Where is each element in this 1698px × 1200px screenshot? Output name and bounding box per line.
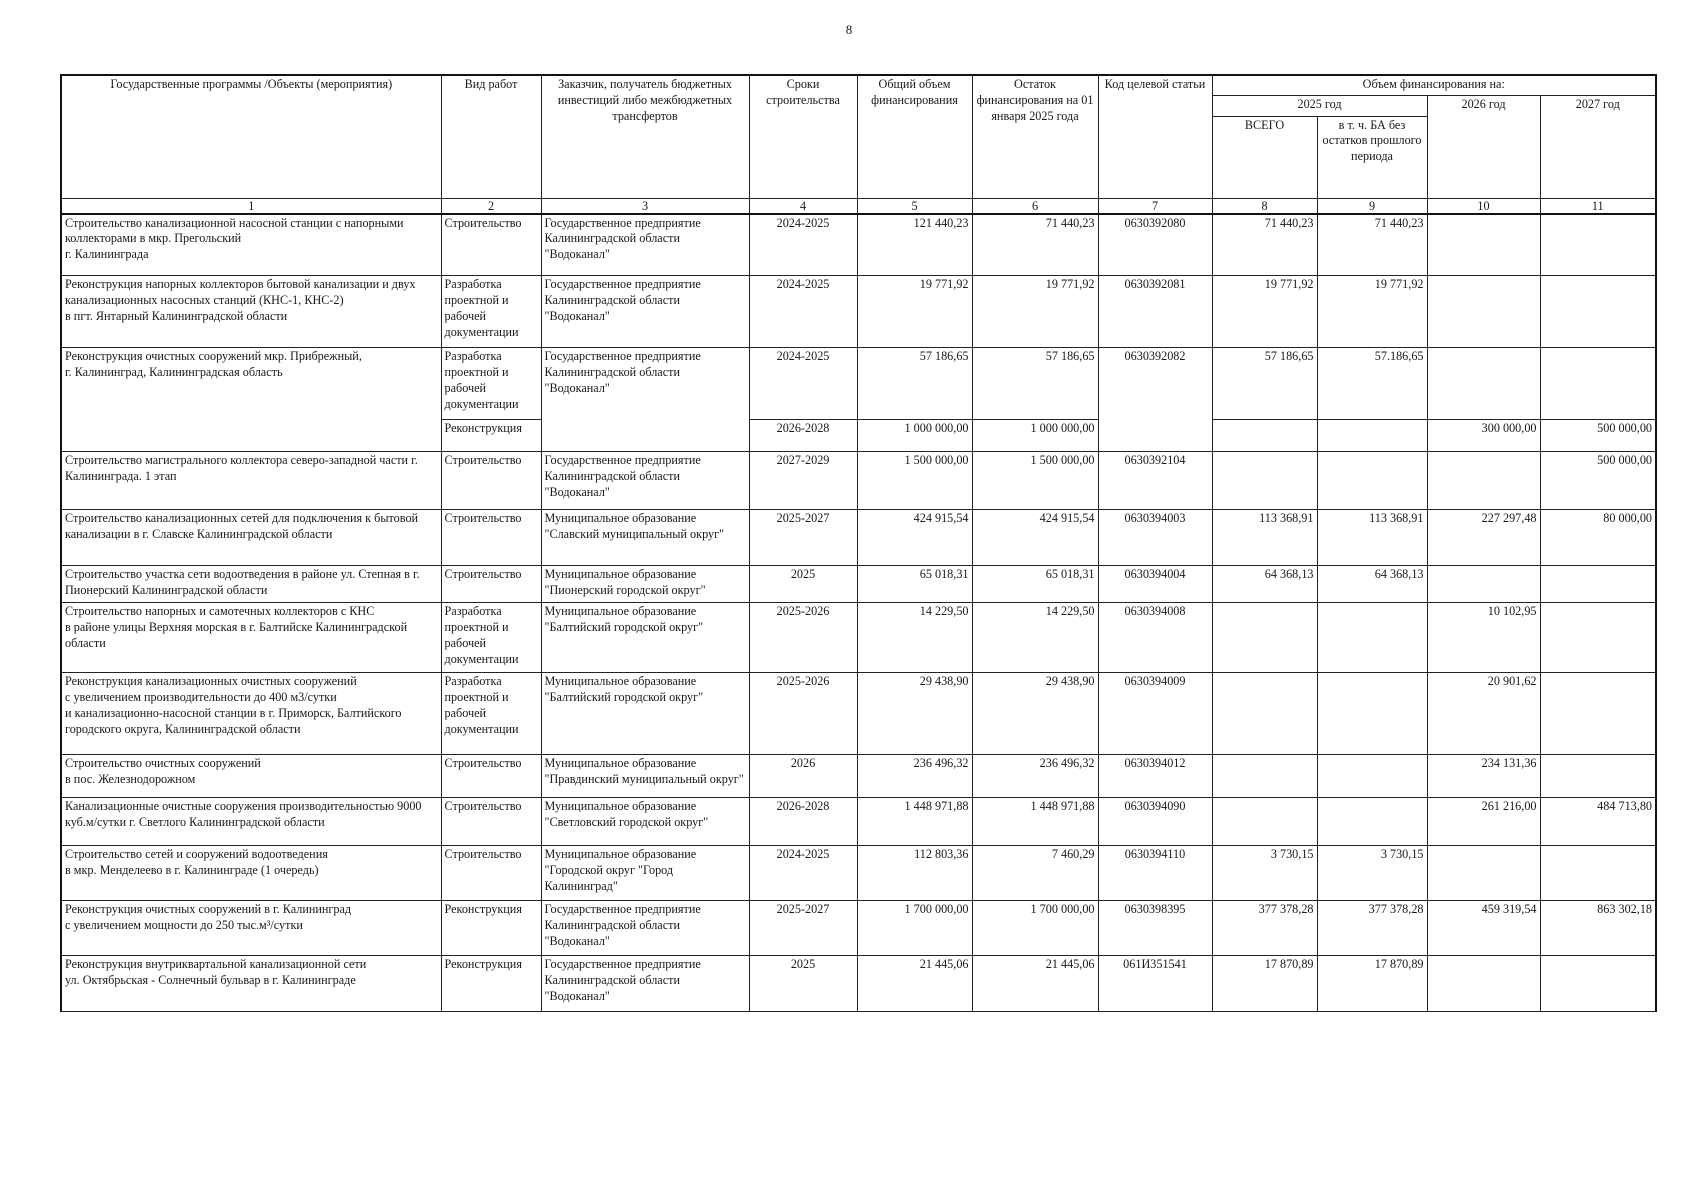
- table-row: [61, 901, 1656, 956]
- target-code: 0630394090: [1098, 798, 1212, 846]
- customer: Государственное предприятие Калининградской области "Водоканал": [541, 348, 749, 452]
- total-funding: 57 186,65: [857, 348, 972, 420]
- funding-2025-ba: [1317, 798, 1427, 846]
- total-funding: 236 496,32: [857, 755, 972, 798]
- col-number: 5: [857, 198, 972, 214]
- funding-2026: 20 901,62: [1427, 673, 1540, 755]
- funding-2025-total: 19 771,92: [1212, 276, 1317, 348]
- funding-2026: [1427, 566, 1540, 603]
- funding-2025-ba: [1317, 603, 1427, 673]
- total-funding: 1 448 971,88: [857, 798, 972, 846]
- work-type: Строительство: [441, 755, 541, 798]
- target-code: 0630392104: [1098, 452, 1212, 510]
- funding-2025-ba: 377 378,28: [1317, 901, 1427, 956]
- funding-2025-ba: [1317, 452, 1427, 510]
- target-code: 0630392081: [1098, 276, 1212, 348]
- funding-2027: 500 000,00: [1540, 452, 1656, 510]
- table-row: [61, 510, 1656, 566]
- col-number: 7: [1098, 198, 1212, 214]
- page-number: 8: [845, 22, 853, 37]
- funding-2025-total: 71 440,23: [1212, 214, 1317, 276]
- funding-2026: [1427, 214, 1540, 276]
- work-type: Строительство: [441, 452, 541, 510]
- funding-2026: 234 131,36: [1427, 755, 1540, 798]
- customer: Государственное предприятие Калининградской области "Водоканал": [541, 276, 749, 348]
- object-name: Реконструкция внутриквартальной канализационной сети ул. Октябрьская - Солнечный бульвар в г. Калининграде: [61, 956, 441, 1012]
- header-2025-ba: в т. ч. БА без остатков прошлого периода: [1317, 116, 1427, 198]
- customer: Муниципальное образование "Городской округ "Город Калининград": [541, 846, 749, 901]
- target-code: 061И351541: [1098, 956, 1212, 1012]
- total-funding: 1 500 000,00: [857, 452, 972, 510]
- total-funding: 112 803,36: [857, 846, 972, 901]
- table-row: [61, 348, 1656, 420]
- work-type: Строительство: [441, 214, 541, 276]
- funding-2025-total: 3 730,15: [1212, 846, 1317, 901]
- funding-2025-ba: [1317, 420, 1427, 452]
- funding-2026: 261 216,00: [1427, 798, 1540, 846]
- work-type: Разработка проектной и рабочей документации: [441, 603, 541, 673]
- object-name: Строительство очистных сооружений в пос. Железнодорожном: [61, 755, 441, 798]
- col-number: 4: [749, 198, 857, 214]
- object-name: Реконструкция канализационных очистных сооружений с увеличением производительности до 400 м3/сутки и канализационно-насосной станции в г. Приморск, Балтийского городского округа, Калининградской области: [61, 673, 441, 755]
- customer: Муниципальное образование "Светловский городской округ": [541, 798, 749, 846]
- period: 2026-2028: [749, 420, 857, 452]
- customer: Государственное предприятие Калининградской области "Водоканал": [541, 956, 749, 1012]
- funding-2027: [1540, 276, 1656, 348]
- total-funding: 65 018,31: [857, 566, 972, 603]
- total-funding: 29 438,90: [857, 673, 972, 755]
- funding-2025-total: [1212, 755, 1317, 798]
- funding-2026: [1427, 452, 1540, 510]
- remainder: 65 018,31: [972, 566, 1098, 603]
- remainder: 14 229,50: [972, 603, 1098, 673]
- object-name: Строительство сетей и сооружений водоотведения в мкр. Менделеево в г. Калининграде (1 очередь): [61, 846, 441, 901]
- remainder: 71 440,23: [972, 214, 1098, 276]
- object-name: Строительство напорных и самотечных коллекторов с КНС в районе улицы Верхняя морская в г. Балтийске Калининградской области: [61, 603, 441, 673]
- work-type: Строительство: [441, 798, 541, 846]
- funding-2025-total: 64 368,13: [1212, 566, 1317, 603]
- table-row: [61, 846, 1656, 901]
- object-name: Канализационные очистные сооружения производительностью 9000 куб.м/сутки г. Светлого Калининградской области: [61, 798, 441, 846]
- total-funding: 1 700 000,00: [857, 901, 972, 956]
- remainder: 236 496,32: [972, 755, 1098, 798]
- period: 2027-2029: [749, 452, 857, 510]
- funding-2025-total: 17 870,89: [1212, 956, 1317, 1012]
- funding-2026: 227 297,48: [1427, 510, 1540, 566]
- total-funding: 21 445,06: [857, 956, 972, 1012]
- target-code: 0630394003: [1098, 510, 1212, 566]
- object-name: Реконструкция напорных коллекторов бытовой канализации и двух канализационных насосных станций (КНС-1, КНС-2) в пгт. Янтарный Калининградской области: [61, 276, 441, 348]
- header-work-type: Вид работ: [441, 75, 541, 198]
- object-name: Строительство канализационной насосной станции с напорными коллекторами в мкр. Прегольский г. Калининграда: [61, 214, 441, 276]
- remainder: 21 445,06: [972, 956, 1098, 1012]
- funding-2025-total: [1212, 673, 1317, 755]
- period: 2026: [749, 755, 857, 798]
- funding-2027: [1540, 566, 1656, 603]
- table-row: [61, 798, 1656, 846]
- table-row: [61, 452, 1656, 510]
- funding-2025-total: [1212, 420, 1317, 452]
- total-funding: 121 440,23: [857, 214, 972, 276]
- funding-2026: 459 319,54: [1427, 901, 1540, 956]
- funding-2025-ba: 17 870,89: [1317, 956, 1427, 1012]
- funding-2025-ba: 3 730,15: [1317, 846, 1427, 901]
- target-code: 0630392080: [1098, 214, 1212, 276]
- total-funding: 19 771,92: [857, 276, 972, 348]
- work-type: Реконструкция: [441, 420, 541, 452]
- funding-2027: 863 302,18: [1540, 901, 1656, 956]
- funding-2026: [1427, 846, 1540, 901]
- customer: Муниципальное образование "Балтийский городской округ": [541, 673, 749, 755]
- header-remainder: Остаток финансирования на 01 января 2025 года: [972, 75, 1098, 198]
- financing-table: [60, 74, 1657, 1012]
- col-number: 3: [541, 198, 749, 214]
- funding-2025-total: 113 368,91: [1212, 510, 1317, 566]
- funding-2027: [1540, 755, 1656, 798]
- object-name: Реконструкция очистных сооружений в г. Калининград с увеличением мощности до 250 тыс.м³/сутки: [61, 901, 441, 956]
- table-row: [61, 755, 1656, 798]
- funding-2025-ba: 64 368,13: [1317, 566, 1427, 603]
- remainder: 29 438,90: [972, 673, 1098, 755]
- funding-2025-ba: 57.186,65: [1317, 348, 1427, 420]
- funding-2027: [1540, 603, 1656, 673]
- table-row: [61, 566, 1656, 603]
- funding-2027: 80 000,00: [1540, 510, 1656, 566]
- funding-2026: 10 102,95: [1427, 603, 1540, 673]
- customer: Муниципальное образование "Балтийский городской округ": [541, 603, 749, 673]
- funding-2027: [1540, 846, 1656, 901]
- target-code: 0630394012: [1098, 755, 1212, 798]
- work-type: Реконструкция: [441, 956, 541, 1012]
- target-code: 0630398395: [1098, 901, 1212, 956]
- work-type: Строительство: [441, 846, 541, 901]
- object-name: Строительство магистрального коллектора северо-западной части г. Калининграда. 1 этап: [61, 452, 441, 510]
- period: 2025-2026: [749, 673, 857, 755]
- funding-2025-total: 377 378,28: [1212, 901, 1317, 956]
- work-type: Разработка проектной и рабочей документации: [441, 276, 541, 348]
- work-type: Разработка проектной и рабочей документации: [441, 673, 541, 755]
- funding-2025-total: [1212, 603, 1317, 673]
- total-funding: 14 229,50: [857, 603, 972, 673]
- header-funding-group: Объем финансирования на:: [1212, 75, 1656, 95]
- funding-2025-ba: 113 368,91: [1317, 510, 1427, 566]
- funding-2027: 500 000,00: [1540, 420, 1656, 452]
- funding-2026: [1427, 956, 1540, 1012]
- col-number: 11: [1540, 198, 1656, 214]
- table-row: [61, 673, 1656, 755]
- funding-2026: 300 000,00: [1427, 420, 1540, 452]
- funding-2025-ba: 19 771,92: [1317, 276, 1427, 348]
- total-funding: 424 915,54: [857, 510, 972, 566]
- table-row: [61, 276, 1656, 348]
- funding-2025-total: 57 186,65: [1212, 348, 1317, 420]
- object-name: Строительство канализационных сетей для подключения к бытовой канализации в г. Славске Калининградской области: [61, 510, 441, 566]
- funding-2027: [1540, 214, 1656, 276]
- funding-2026: [1427, 348, 1540, 420]
- table-row: [61, 956, 1656, 1012]
- remainder: 1 500 000,00: [972, 452, 1098, 510]
- work-type: Строительство: [441, 566, 541, 603]
- customer: Государственное предприятие Калининградской области "Водоканал": [541, 214, 749, 276]
- table-row: [61, 603, 1656, 673]
- target-code: 0630394110: [1098, 846, 1212, 901]
- remainder: 424 915,54: [972, 510, 1098, 566]
- customer: Государственное предприятие Калининградской области "Водоканал": [541, 452, 749, 510]
- work-type: Строительство: [441, 510, 541, 566]
- funding-2026: [1427, 276, 1540, 348]
- object-name: Строительство участка сети водоотведения в районе ул. Степная в г. Пионерский Калининградской области: [61, 566, 441, 603]
- col-number: 1: [61, 198, 441, 214]
- period: 2024-2025: [749, 348, 857, 420]
- work-type: Разработка проектной и рабочей документации: [441, 348, 541, 420]
- header-programs: Государственные программы /Объекты (мероприятия): [61, 75, 441, 198]
- remainder: 1 000 000,00: [972, 420, 1098, 452]
- period: 2025-2027: [749, 901, 857, 956]
- remainder: 7 460,29: [972, 846, 1098, 901]
- col-number: 6: [972, 198, 1098, 214]
- period: 2025-2027: [749, 510, 857, 566]
- customer: Муниципальное образование "Правдинский муниципальный округ": [541, 755, 749, 798]
- customer: Государственное предприятие Калининградской области "Водоканал": [541, 901, 749, 956]
- col-number: 10: [1427, 198, 1540, 214]
- work-type: Реконструкция: [441, 901, 541, 956]
- header-year-2026: 2026 год: [1427, 95, 1540, 198]
- funding-2025-total: [1212, 452, 1317, 510]
- period: 2025: [749, 566, 857, 603]
- funding-2025-total: [1212, 798, 1317, 846]
- period: 2026-2028: [749, 798, 857, 846]
- period: 2025: [749, 956, 857, 1012]
- target-code: 0630394009: [1098, 673, 1212, 755]
- table-row: [61, 214, 1656, 276]
- header-customer: Заказчик, получатель бюджетных инвестиций либо межбюджетных трансфертов: [541, 75, 749, 198]
- remainder: 19 771,92: [972, 276, 1098, 348]
- period: 2025-2026: [749, 603, 857, 673]
- col-number: 9: [1317, 198, 1427, 214]
- header-total-funding: Общий объем финансирования: [857, 75, 972, 198]
- customer: Муниципальное образование "Пионерский городской округ": [541, 566, 749, 603]
- funding-2027: [1540, 956, 1656, 1012]
- period: 2024-2025: [749, 846, 857, 901]
- col-number: 8: [1212, 198, 1317, 214]
- object-name: Реконструкция очистных сооружений мкр. Прибрежный, г. Калининград, Калининградская область: [61, 348, 441, 452]
- header-year-2025: 2025 год: [1212, 95, 1427, 116]
- target-code: 0630394004: [1098, 566, 1212, 603]
- header-2025-total: ВСЕГО: [1212, 116, 1317, 198]
- header-code: Код целевой статьи: [1098, 75, 1212, 198]
- funding-2025-ba: 71 440,23: [1317, 214, 1427, 276]
- remainder: 1 448 971,88: [972, 798, 1098, 846]
- funding-2027: [1540, 348, 1656, 420]
- remainder: 57 186,65: [972, 348, 1098, 420]
- period: 2024-2025: [749, 276, 857, 348]
- funding-2027: [1540, 673, 1656, 755]
- period: 2024-2025: [749, 214, 857, 276]
- customer: Муниципальное образование "Славский муниципальный округ": [541, 510, 749, 566]
- funding-2025-ba: [1317, 755, 1427, 798]
- total-funding: 1 000 000,00: [857, 420, 972, 452]
- funding-2027: 484 713,80: [1540, 798, 1656, 846]
- remainder: 1 700 000,00: [972, 901, 1098, 956]
- col-number: 2: [441, 198, 541, 214]
- header-period: Сроки строительства: [749, 75, 857, 198]
- funding-2025-ba: [1317, 673, 1427, 755]
- target-code: 0630392082: [1098, 348, 1212, 452]
- target-code: 0630394008: [1098, 603, 1212, 673]
- header-year-2027: 2027 год: [1540, 95, 1656, 198]
